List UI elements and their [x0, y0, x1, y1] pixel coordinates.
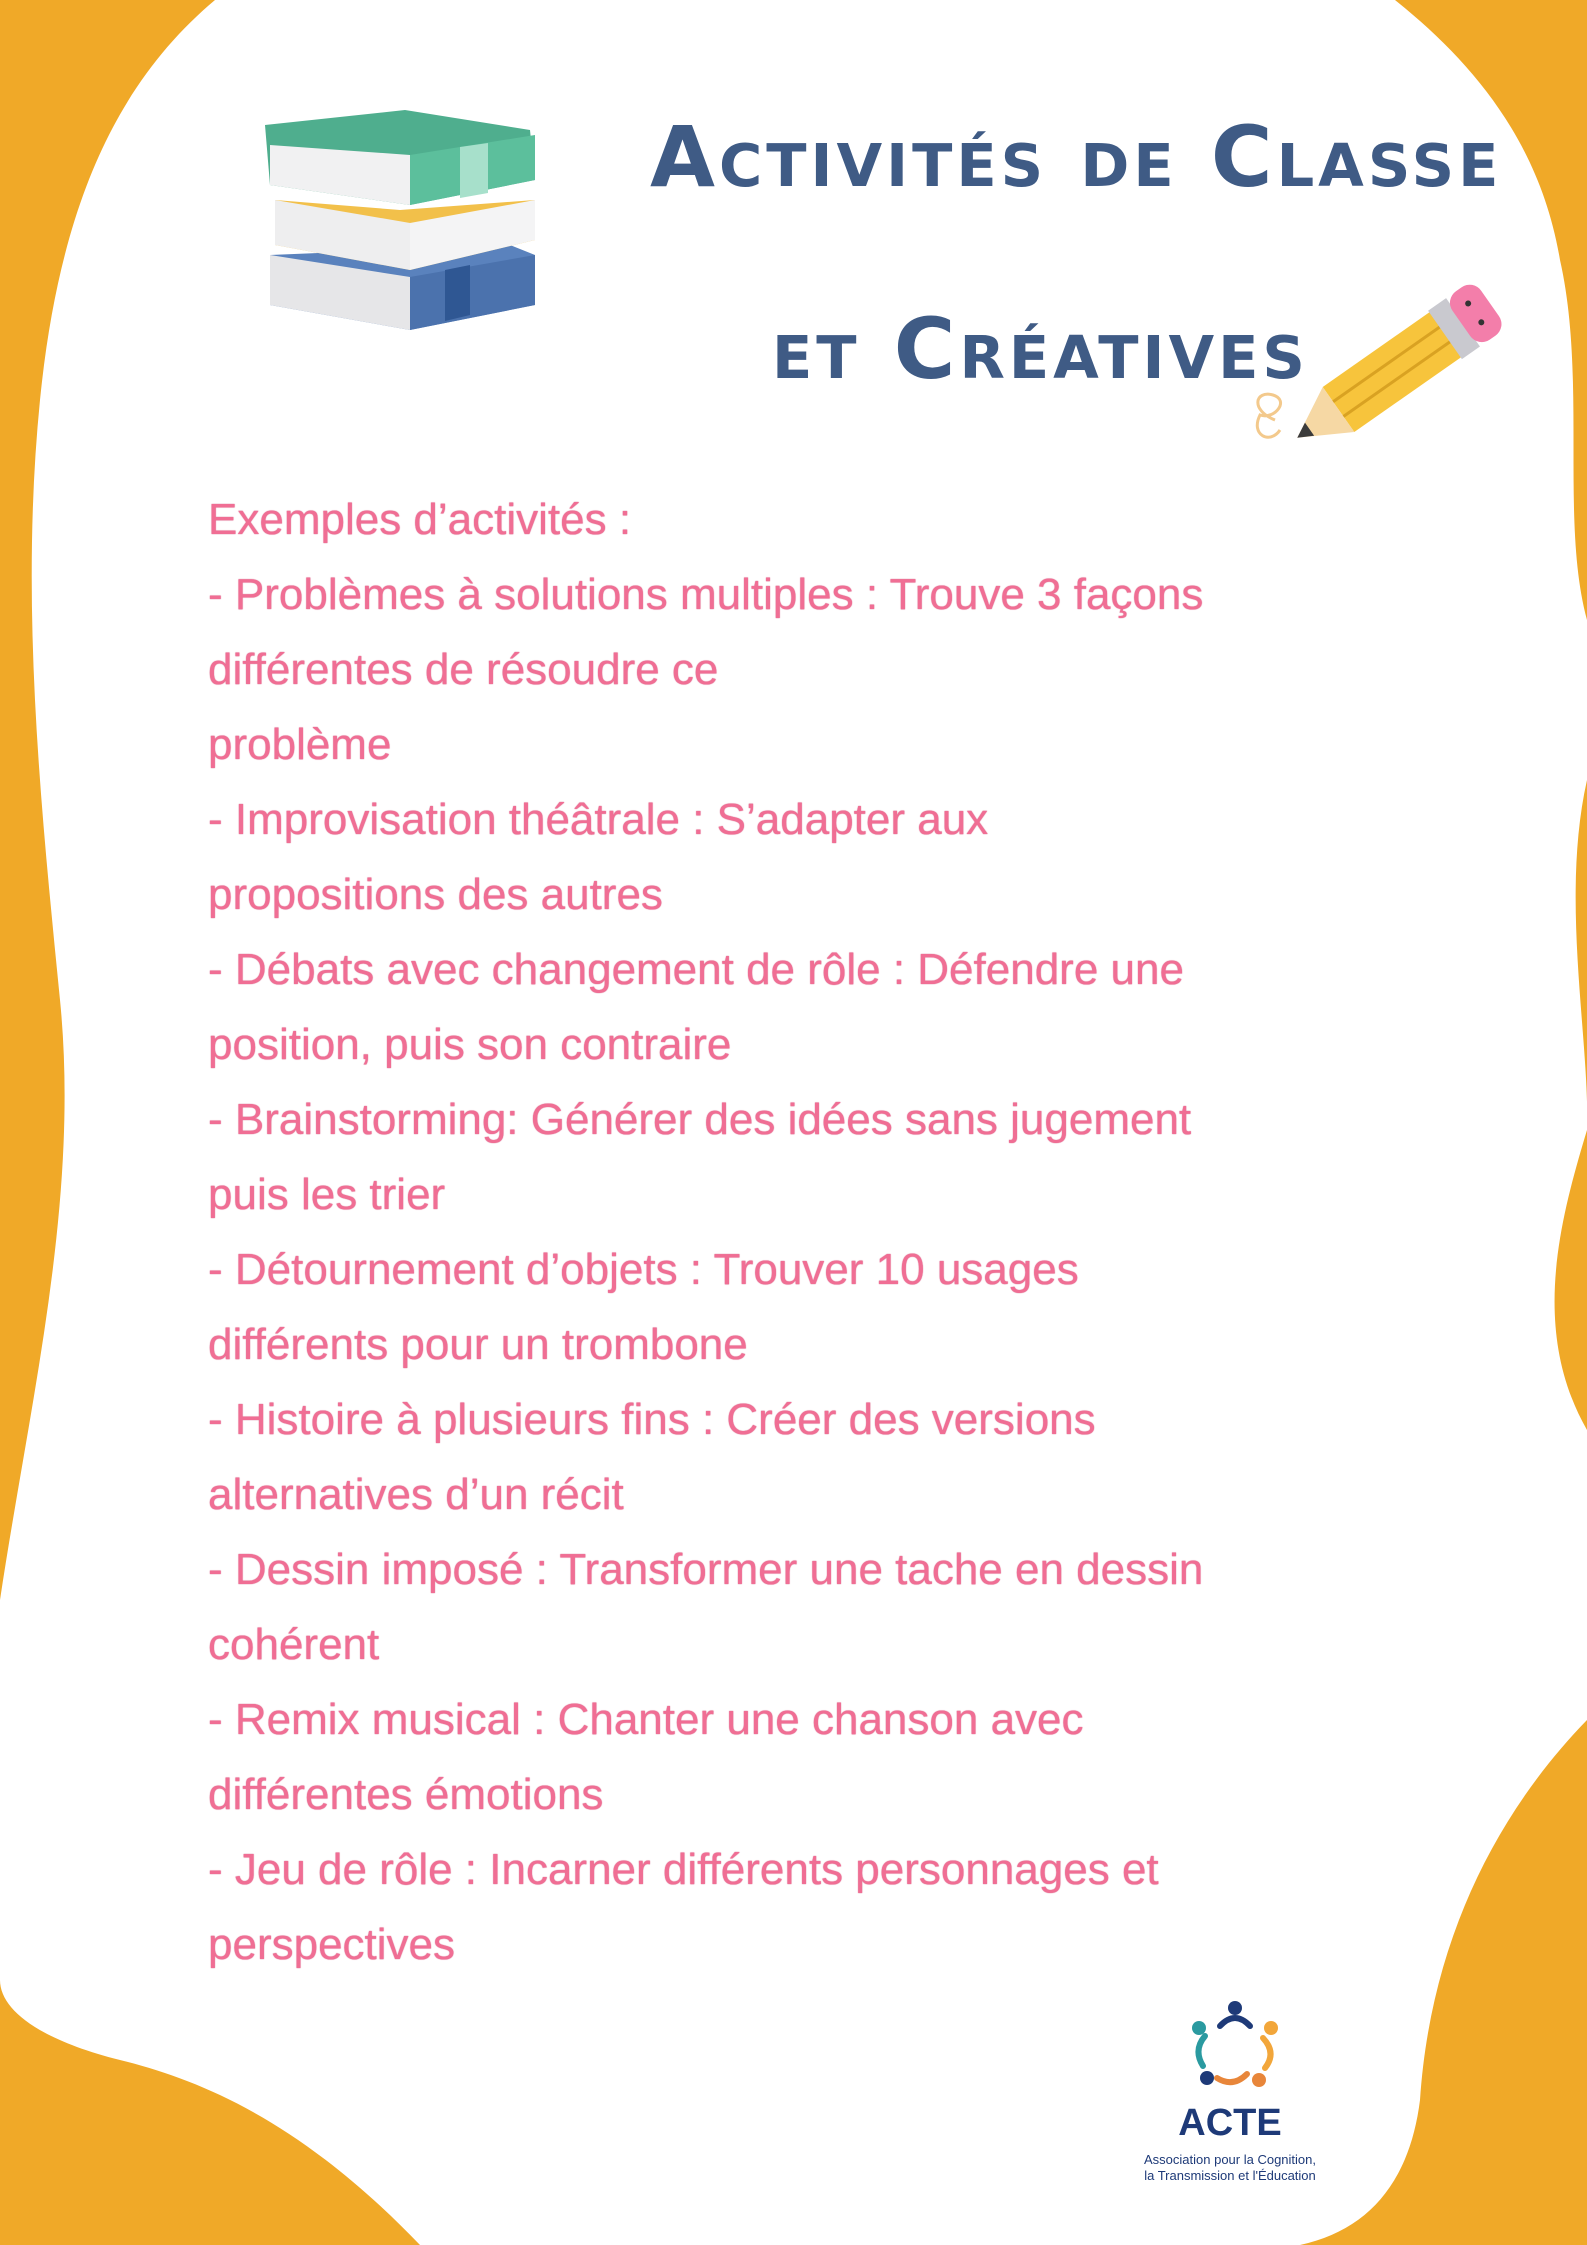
- activity-line: - Jeu de rôle : Incarner différents personnages et: [208, 1845, 1159, 1894]
- acte-logo-icon: [1185, 1998, 1285, 2093]
- activity-line: - Histoire à plusieurs fins : Créer des versions: [208, 1395, 1096, 1444]
- activity-line: position, puis son contraire: [208, 1020, 732, 1069]
- activity-line: - Débats avec changement de rôle : Défendre une: [208, 945, 1184, 994]
- activity-line: cohérent: [208, 1620, 380, 1669]
- logo-tagline: [1075, 2152, 1385, 2184]
- activities-intro: Exemples d’activités :: [208, 495, 632, 544]
- activities-text: [208, 482, 1408, 1982]
- activity-line: différentes de résoudre ce: [208, 645, 719, 694]
- pencil-icon: [1235, 280, 1510, 480]
- logo-tagline-line-1: Association pour la Cognition,: [1144, 2152, 1316, 2167]
- activity-line: - Brainstorming: Générer des idées sans jugement: [208, 1095, 1192, 1144]
- activity-line: différentes émotions: [208, 1770, 604, 1819]
- activity-line: alternatives d’un récit: [208, 1470, 624, 1519]
- activity-line: propositions des autres: [208, 870, 663, 919]
- activity-line: perspectives: [208, 1920, 456, 1969]
- title-line-1: Activités de Classe: [650, 108, 1503, 206]
- logo-name: ACTE: [1178, 2102, 1282, 2144]
- activity-line: - Dessin imposé : Transformer une tache en dessin: [208, 1545, 1204, 1594]
- activity-line: problème: [208, 720, 392, 769]
- activity-line: - Remix musical : Chanter une chanson avec: [208, 1695, 1084, 1744]
- activity-line: - Problèmes à solutions multiples : Trouve 3 façons: [208, 570, 1204, 619]
- logo-tagline-line-2: la Transmission et l'Éducation: [1144, 2168, 1316, 2183]
- activity-line: - Improvisation théâtrale : S’adapter aux: [208, 795, 989, 844]
- activity-line: - Détournement d’objets : Trouver 10 usages: [208, 1245, 1079, 1294]
- activity-line: puis les trier: [208, 1170, 446, 1219]
- activity-line: différents pour un trombone: [208, 1320, 748, 1369]
- books-stack-icon: [260, 105, 550, 335]
- title-line-2: et Créatives: [772, 300, 1309, 398]
